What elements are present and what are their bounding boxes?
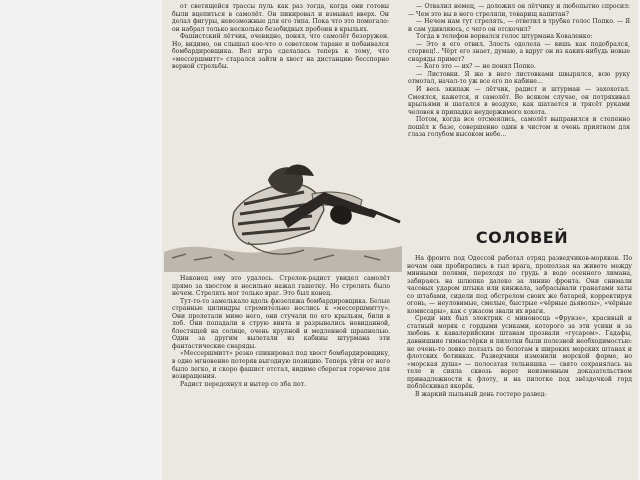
paragraph: — Отвалил немец, — доложил он лётчику и любопытно спросил: — Чем это вы в него стреляли, товарищ капитан? <box>408 3 630 18</box>
paragraph: Среди них был электрик с миноносца «Фрунзе», красивый и статный моряк с гордыми усиками, которого за эти усики и за любовь к кавалерийским штанам прозвали «гусаром». Гадафы, давнишние гимнастёрки и пилотки были полезной необходимостью: не очень-то ловко ползать по болотам в широких морских штанах и флотских ботинках. Разведчики изменили морской форме, но «морская душа» — полосатая тельняшка — свято сохранялась на теле и сияла сквозь ворот неизменным доказательством принадлежности к флоту, и на пилотке под звёздочкой горд поблёскивал якорёк. <box>407 315 632 391</box>
article-headline: СОЛОВЕЙ <box>475 228 569 247</box>
paragraph: Потом, когда все отсмеялись, самолёт выправился и степенно пошёл к базе, совершенно один в чистом и очень приятном для глаза голубом высоком небе... <box>408 116 630 139</box>
paragraph: «Мессершмитт» резко спикировал под хвост бомбардировщику, в одно мгновение потеряв выгодную позицию. Теперь уйти от него было легко, и скоро фашист отстал, видимо сберегая горючее для возвращения. <box>172 350 390 381</box>
paragraph: Фашистский лётчик, очевидно, понял, что самолёт безоружен. Но, видимо, он слышал кое-что о советском таране и побаивался бомбардировщика. Вел игра сделалась теперь к тому, что «мессершмитт» старался зайти в хвост на дистанцию бесспорно верной стрельбы. <box>172 33 389 71</box>
paragraph: — Нечем нам тут стрелять, — ответил в трубке голос Попко. — Я и сам удивляюсь, с чего он отскочил? <box>408 18 630 33</box>
right-column-top <box>408 3 630 139</box>
paragraph: Тогда в телефон ворвался голос штурмана Коваленко: <box>416 33 593 41</box>
paragraph: На фронте под Одессой работал отряд разведчиков-моряков. По ночам они пробирались в тыл врага, проползая на животе между минными полями, переходя по грудь в воде осеннего лимана, забираясь на шлюпке далеко за линию фронта. Они снимали часовых ударом штыка или кинжала, забрасывали гранатами хаты со штабами, сидели под обстрелом своих же батарей, корректируя огонь, — неуловимые, смелые, быстрые «чёрные дьяволы», «чёрные комиссары», как с ужасом звали их враги. <box>407 255 632 315</box>
paragraph: Наконец ему это удалось. Стрелок-радист увидел самолёт прямо за хвостом и нeсильно нажал гашетку. Но стрелять было нечем. Стрелять мог только враг. Это был конец. <box>172 275 390 298</box>
right-column-bottom <box>407 255 632 398</box>
paragraph: Тут-то-то замелькало вдоль фюзеляжа бомбардировщика. Белые странные цилиндры стремительно неслись к «мессершмитту». Они пролетали мимо него, они стучали по его крыльям, били в лоб. Они попадали в струю винта и разрывались невиданной, блестящей на солнце, очень крупной и медленной шрапнелью. Один за другим вылетали из кабины штурмана эти фантастические снаряды. <box>172 297 390 350</box>
paragraph: Радист передохнул и вытер со лба пот. <box>180 380 307 388</box>
paragraph: — Кого это — их? — не понял Попко. <box>416 63 536 71</box>
paragraph: — Листовки. Я же в него листовками швырялся, всю руку отмотал, начал-то уж все его по кабине… <box>408 70 630 86</box>
illustration-gunner <box>164 142 402 272</box>
magazine-page <box>162 0 638 480</box>
left-column-bottom <box>172 275 390 388</box>
paragraph: В жаркий пыльный день гостеро развед- <box>415 390 547 398</box>
paragraph: И весь экипаж — лётчик, радист и штурман — захохотал. Смеялся, кажется, и самолёт. Во всяком случае, он потряхивал крыльями и шатался в воздухе, как шатается и трясёт руками человек в припадке неудержимого хохота. <box>408 86 630 116</box>
left-column-top <box>172 3 389 71</box>
paragraph: от светящейся трассы пуль как раз тогда, когда они готовы были вцепиться в самолёт. Он пикировал и взмывал вверх. Он делал фигуры, невозможные для его типа. Пока что это помогало: он набрал только несколько безобидных пробоин в крыльях. <box>172 3 389 33</box>
paragraph: — Это я его отвил. Злость одолела — вишь как подобрался, стервец!.. Чёрт его знает, думаю, а вдруг он из каких-нибудь новые снаряды примет? <box>408 40 630 63</box>
